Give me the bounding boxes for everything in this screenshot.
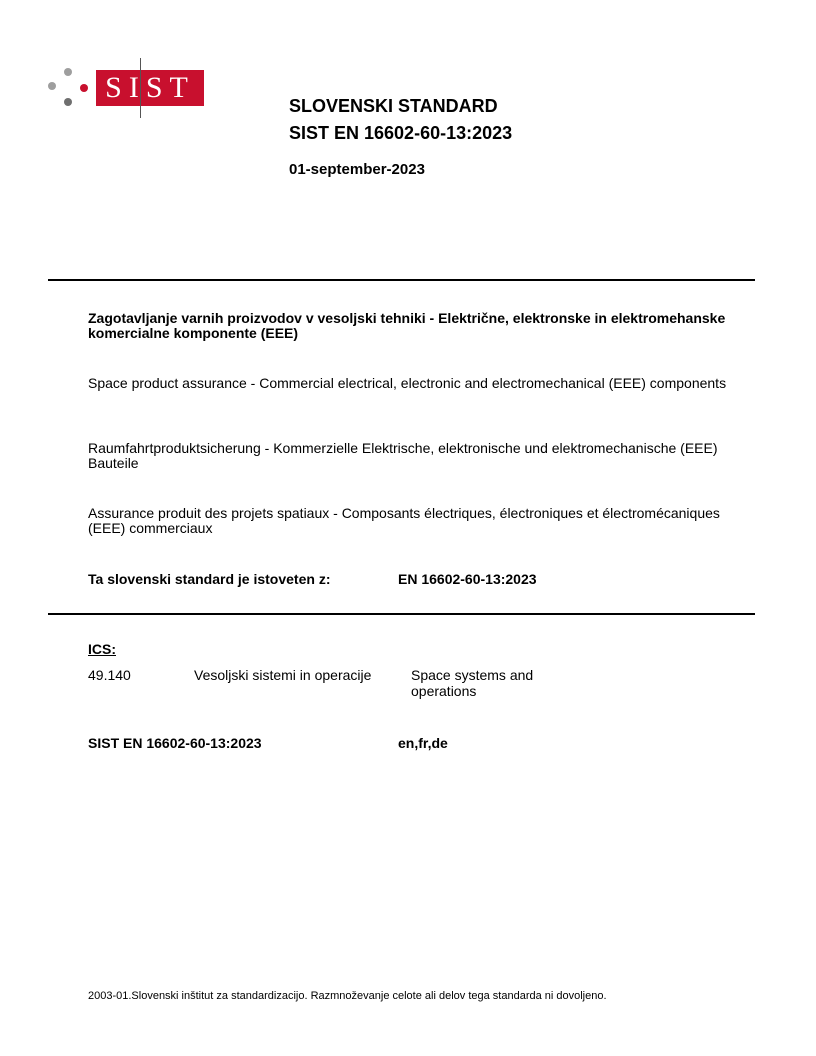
standard-label: SLOVENSKI STANDARD (289, 96, 498, 116)
ics-english: Space systems and operations (411, 667, 534, 699)
ics-slovenian: Vesoljski sistemi in operacije (194, 667, 372, 683)
logo-dot-left (48, 82, 56, 90)
logo-dot-top (64, 68, 72, 76)
logo-text: SIST (105, 71, 195, 104)
title-slovenian: Zagotavljanje varnih proizvodov v vesoljski tehniki - Električne, elektronske in elektromehanske komercialne komponente (EEE) (88, 310, 726, 341)
title-german: Raumfahrtproduktsicherung - Kommerzielle Elektrische, elektronische und elektromechanische (EEE) Bauteile (88, 440, 718, 471)
title-english: Space product assurance - Commercial electrical, electronic and electromechanical (EEE) components (88, 375, 727, 391)
copyright-notice: 2003-01.Slovenski inštitut za standardizacijo. Razmnoževanje celote ali delov tega standarda ni dovoljeno. (88, 990, 607, 1002)
identity-value: EN 16602-60-13:2023 (398, 571, 537, 587)
standard-date: 01-september-2023 (289, 161, 425, 178)
title-french: Assurance produit des projets spatiaux - Composants électriques, électroniques et électromécaniques (EEE) commerciaux (88, 505, 720, 536)
logo-dot-red (80, 84, 88, 92)
ics-heading: ICS: (88, 641, 116, 657)
identity-label: Ta slovenski standard je istoveten z: (88, 571, 331, 587)
divider-top (48, 279, 755, 281)
footer-code: SIST EN 16602-60-13:2023 (88, 735, 262, 751)
ics-code: 49.140 (88, 667, 131, 683)
divider-bottom (48, 613, 755, 615)
footer-languages: en,fr,de (398, 735, 448, 751)
logo-dot-bottom (64, 98, 72, 106)
standard-code: SIST EN 16602-60-13:2023 (289, 123, 513, 143)
